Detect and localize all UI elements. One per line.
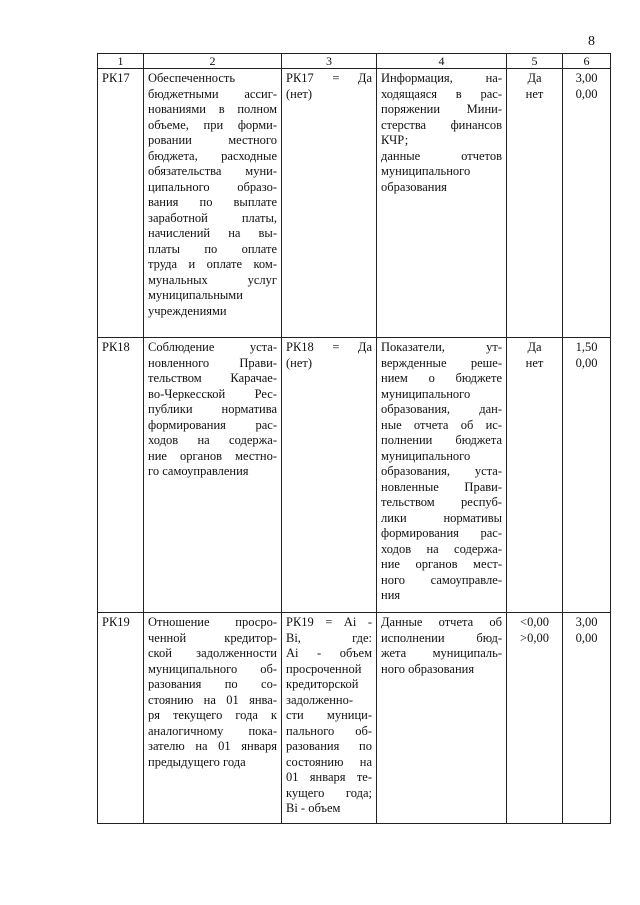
criterion-text-line: го самоуправления: [148, 464, 249, 478]
criterion-text-line: объеме, при форми-: [148, 117, 277, 132]
criterion-text-line: муниципальными: [148, 288, 243, 302]
source-text-line: ного самоуправле-: [381, 572, 502, 587]
formula-text-line: 01 января те-: [286, 770, 372, 784]
source-text-line: формирования рас-: [381, 526, 502, 540]
criterion-code: РК19: [98, 613, 144, 824]
table-row: [98, 69, 611, 338]
value-text-line: >0,00: [520, 630, 549, 645]
table-header-row: [98, 54, 611, 69]
criterion-text-line: ской задолженности: [148, 646, 277, 660]
formula-text-line: Bi, где:: [286, 630, 372, 645]
source-text-line: муниципального: [381, 448, 471, 463]
source-text-line: вержденные реше-: [381, 355, 502, 370]
page-number: 8: [588, 34, 595, 49]
criterion-text-line: мунальных услуг: [148, 272, 277, 287]
source-text-line: ния: [381, 588, 401, 602]
criterion-text-line: Обеспеченность: [148, 71, 236, 85]
column-header: 5: [507, 54, 563, 69]
value-text-line: <0,00: [520, 615, 549, 629]
criterion-text-line: обязательства муни-: [148, 164, 277, 178]
formula-text-line: задолженно-: [286, 692, 353, 707]
score-text-line: 3,00: [575, 71, 598, 85]
criteria-table: [97, 53, 611, 824]
formula-text-line: пального об-: [286, 723, 372, 738]
formula-text-line: сти муници-: [286, 708, 372, 722]
formula-text-line: Bi - объем: [286, 801, 341, 815]
formula-text-line: кредиторской: [286, 677, 359, 691]
formula-text-line: Ai - объем: [286, 646, 372, 660]
column-header: 3: [282, 54, 377, 69]
criterion-text-line: зателю на 01 января: [148, 739, 277, 753]
criterion-formula: [282, 338, 377, 613]
criterion-code: РК17: [98, 69, 144, 338]
source-text-line: ные отчета об ис-: [381, 417, 502, 432]
criterion-source: [377, 69, 507, 338]
score-text-line: 0,00: [575, 86, 598, 101]
criterion-text-line: заработной платы,: [148, 210, 277, 225]
column-header: 6: [563, 54, 611, 69]
column-header: 1: [98, 54, 144, 69]
source-text-line: ние органов мест-: [381, 557, 502, 571]
formula-text-line: просроченной: [286, 661, 362, 676]
criterion-text-line: публики норматива: [148, 402, 277, 416]
criterion-scores: [563, 338, 611, 613]
formula-text-line: разования по: [286, 739, 372, 753]
source-text-line: образования, уста-: [381, 464, 502, 478]
value-text-line: нет: [525, 86, 544, 101]
source-text-line: ходящаяся в рас-: [381, 86, 502, 101]
criterion-values: [507, 69, 563, 338]
value-text-line: нет: [525, 355, 544, 370]
criterion-values: [507, 613, 563, 824]
value-text-line: Да: [527, 71, 542, 85]
criterion-text-line: разования по со-: [148, 677, 277, 691]
formula-text-line: кущего года;: [286, 785, 372, 800]
formula-text-line: РК19 = Ai -: [286, 615, 372, 629]
source-text-line: новленные Прави-: [381, 479, 502, 494]
source-text-line: муниципального: [381, 386, 471, 401]
criterion-text-line: тельством Карачае-: [148, 371, 277, 385]
criterion-text-line: платы по оплате: [148, 241, 277, 256]
criterion-text-line: вания по выплате: [148, 195, 277, 209]
table-row: [98, 613, 611, 824]
score-text-line: 1,50: [575, 340, 598, 354]
source-text-line: тельством респуб-: [381, 495, 502, 509]
criterion-formula: [282, 69, 377, 338]
formula-text-line: состоянию на: [286, 754, 372, 769]
formula-text-line: РК18 = Да: [286, 340, 372, 354]
source-text-line: Информация, на-: [381, 71, 502, 85]
source-text-line: Данные отчета об: [381, 615, 502, 629]
criterion-text-line: Соблюдение уста-: [148, 340, 277, 354]
criterion-scores: [563, 69, 611, 338]
column-header: 4: [377, 54, 507, 69]
criterion-text-line: муниципального об-: [148, 661, 277, 676]
formula-text-line: РК17 = Да: [286, 71, 372, 85]
criterion-values: [507, 338, 563, 613]
criterion-text-line: начислений на вы-: [148, 226, 277, 240]
source-text-line: данные отчетов: [381, 148, 502, 163]
criterion-text-line: новленного Прави-: [148, 355, 277, 370]
source-text-line: Показатели, ут-: [381, 340, 502, 354]
criterion-text-line: нованиями в полном: [148, 102, 277, 116]
criterion-code: РК18: [98, 338, 144, 613]
criterion-text-line: ципального образо-: [148, 179, 277, 194]
column-header: 2: [144, 54, 282, 69]
table-row: [98, 338, 611, 613]
criterion-text-line: ря текущего года к: [148, 708, 277, 722]
criterion-formula: [282, 613, 377, 824]
criterion-text-line: бюджетными ассиг-: [148, 86, 277, 101]
criterion-text-line: ченной кредитор-: [148, 630, 277, 645]
source-text-line: жета муниципаль-: [381, 646, 502, 660]
criterion-source: [377, 613, 507, 824]
source-text-line: ходов на содержа-: [381, 541, 502, 556]
score-text-line: 0,00: [575, 630, 598, 645]
score-text-line: 0,00: [575, 355, 598, 370]
source-text-line: поряжении Мини-: [381, 102, 502, 116]
source-text-line: полнении бюджета: [381, 433, 502, 447]
criterion-text-line: бюджета, расходные: [148, 148, 277, 163]
formula-text-line: (нет): [286, 355, 313, 370]
criterion-text-line: во-Черкесской Рес-: [148, 386, 277, 401]
source-text-line: стерства финансов: [381, 117, 502, 132]
source-text-line: нием о бюджете: [381, 371, 502, 385]
score-text-line: 3,00: [575, 615, 598, 629]
criterion-description: [144, 69, 282, 338]
criterion-text-line: учреждениями: [148, 303, 227, 318]
criterion-text-line: ние органов местно-: [148, 448, 277, 463]
criterion-text-line: Отношение просро-: [148, 615, 277, 629]
source-text-line: ного образования: [381, 661, 475, 676]
source-text-line: КЧР;: [381, 133, 409, 147]
formula-text-line: (нет): [286, 86, 313, 101]
source-text-line: муниципального: [381, 164, 471, 178]
source-text-line: образования, дан-: [381, 402, 502, 416]
criterion-text-line: ходов на содержа-: [148, 433, 277, 447]
criterion-text-line: формирования рас-: [148, 417, 277, 432]
criterion-text-line: аналогичному пока-: [148, 723, 277, 738]
criterion-text-line: труда и оплате ком-: [148, 257, 277, 271]
criterion-text-line: ровании местного: [148, 133, 277, 147]
value-text-line: Да: [527, 340, 542, 354]
criterion-text-line: стоянию на 01 янва-: [148, 692, 277, 707]
criterion-scores: [563, 613, 611, 824]
criterion-text-line: предыдущего года: [148, 754, 246, 769]
criterion-source: [377, 338, 507, 613]
source-text-line: исполнении бюд-: [381, 630, 502, 645]
criterion-description: [144, 613, 282, 824]
source-text-line: образования: [381, 179, 447, 194]
source-text-line: лики нормативы: [381, 510, 502, 525]
criterion-description: [144, 338, 282, 613]
